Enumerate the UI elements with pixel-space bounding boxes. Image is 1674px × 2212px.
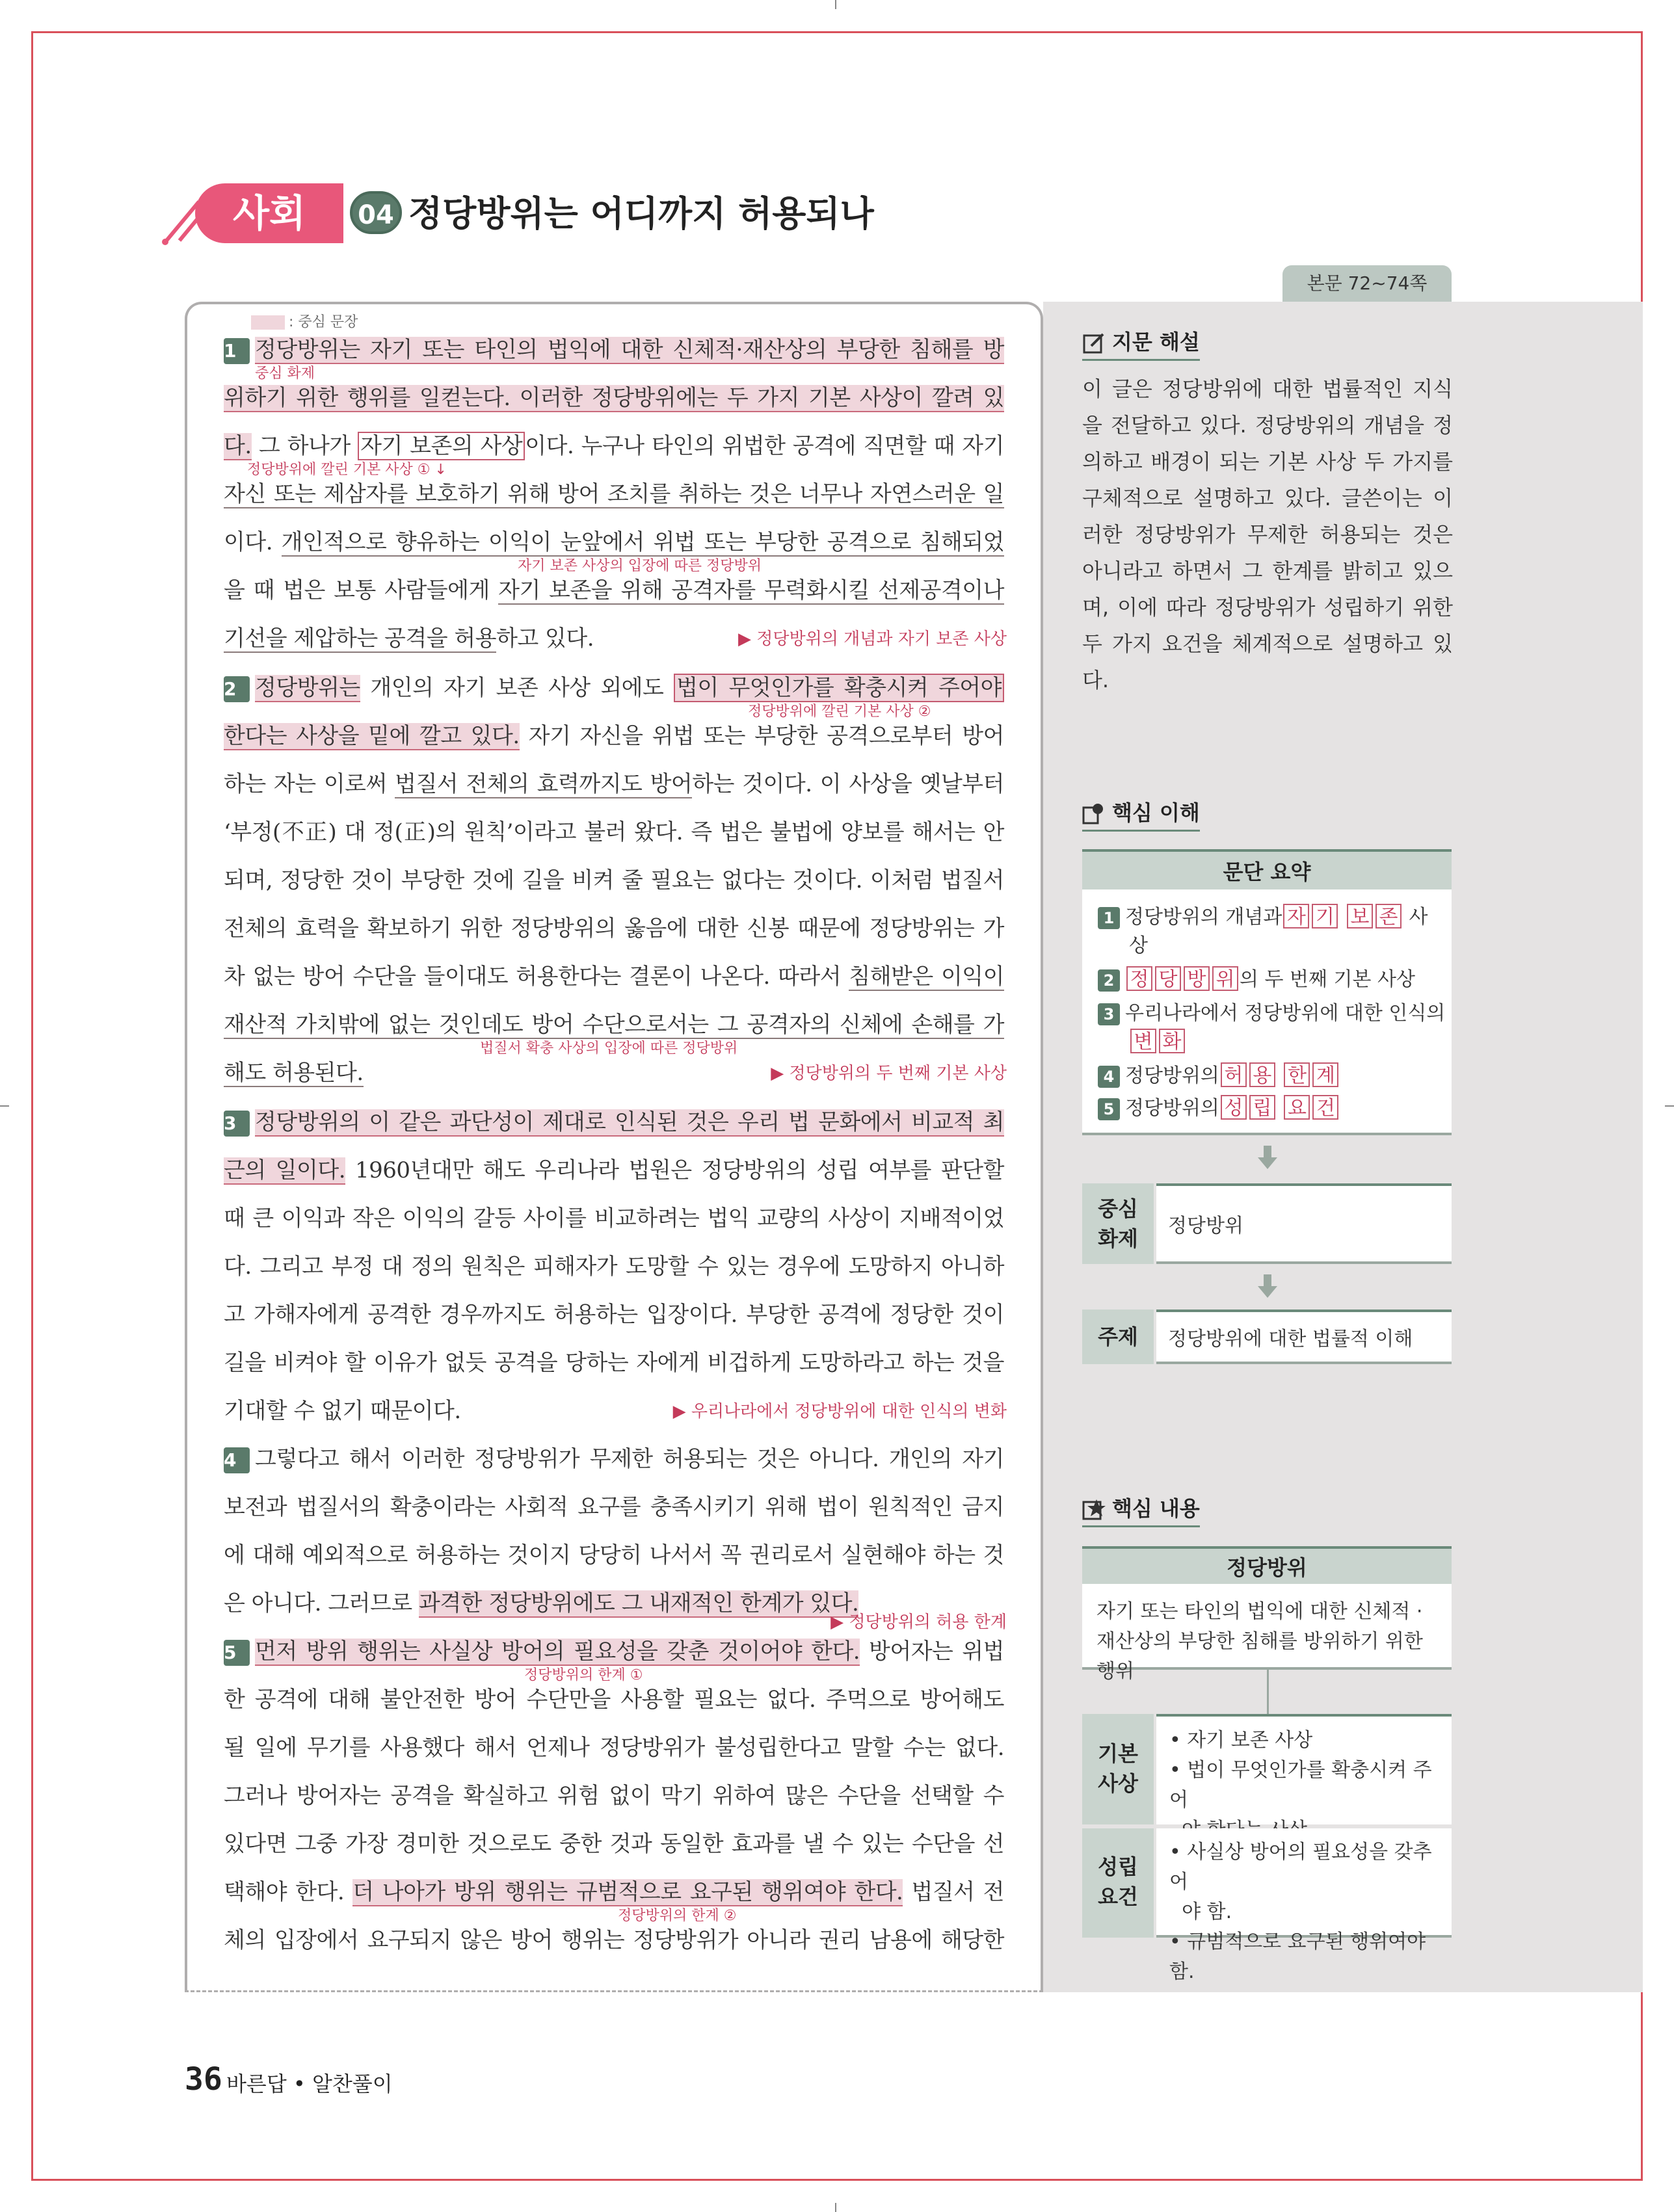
annotation-self-preservation: 자기 보존 사상의 입장에 따른 정당방위 [518,558,762,574]
annotation-legal-order: 법질서 확충 사상의 입장에 따른 정당방위 [480,1040,738,1057]
summary-row-1-cont: 상 [1129,934,1148,957]
book-title: 바른답 • 알찬풀이 [226,2072,393,2096]
summary-row-3-cont: 변 화 [1129,1029,1186,1056]
paragraph-summary: ▶ 정당방위의 허용 한계 [830,1613,1007,1632]
annotation-limit-2: 정당방위의 한계 ② [618,1908,737,1924]
passage-line: 택해야 한다. 더 나아가 방위 행위는 규범적으로 요구된 행위여야 한다. 법질서 전 [224,1879,1004,1905]
passage-line: 때 큰 이익과 작은 이익의 갈등 사이를 비교하려는 법익 교량의 사상이 지배적이었 [224,1205,1004,1231]
passage-line: 체의 입장에서 요구되지 않은 방어 행위는 정당방위가 아니라 권리 남용에 해당한 [224,1927,1004,1953]
star-icon [1082,1498,1106,1521]
paragraph-number: 1 [224,338,250,364]
legend-swatch [251,315,285,330]
passage-line: ‘부정(不正) 대 정(正)의 원칙’이라고 불러 왔다. 즉 법은 불법에 양보를 해서는 안 [224,819,1004,845]
crop-mark [835,0,836,9]
passage-line: 기대할 수 없기 때문이다. [224,1398,461,1424]
passage-line: 2 정당방위는 개인의 자기 보존 사상 외에도 법이 무엇인가를 확충시켜 주어야 [224,670,1004,706]
key-sentence: 정당방위는 자기 또는 타인의 법익에 대한 신체적·재산상의 부당한 침해를 방 [255,337,1004,363]
theme-value: 정당방위에 대한 법률적 이해 [1156,1310,1452,1364]
subject-badge: 사회 [195,183,343,243]
unit-number-badge: 04 [350,191,402,234]
content-table-header: 정당방위 [1082,1546,1452,1587]
section-heading-understand: 핵심 이해 [1082,798,1200,832]
basic-idea-list [1156,1714,1452,1824]
passage-line: 을 때 법은 보통 사람들에게 자기 보존을 위해 공격자를 무력화시킬 선제공격이나 [224,577,1004,603]
crop-mark [0,1105,9,1107]
connector-line [1267,1670,1269,1714]
passage-line: 3 정당방위의 이 같은 과단성이 제대로 인식된 것은 우리 법 문화에서 비교적 최 [224,1109,1004,1135]
passage-line: 전체의 효력을 확보하기 위한 정당방위의 옳음에 대한 신봉 때문에 정당방위는 가 [224,915,1004,941]
passage-line: 고 가해자에게 공격한 경우까지도 허용하는 입장이다. 부당한 공격에 정당한 것이 [224,1302,1004,1328]
list-item: • 자기 보존 사상 [1169,1729,1313,1752]
annotation-limit-1: 정당방위의 한계 ① [524,1667,643,1683]
definition-text: 자기 또는 타인의 법익에 대한 신체적 · 재산상의 부당한 침해를 방위하기 위한 행위 [1082,1584,1452,1670]
summary-table [1082,889,1452,1135]
topic-value: 정당방위 [1156,1183,1452,1264]
topic-label: 중심 화제 [1082,1183,1154,1264]
paragraph-summary: ▶ 우리나라에서 정당방위에 대한 인식의 변화 [672,1402,1007,1421]
basic-idea-label: 기본 사상 [1082,1714,1154,1824]
list-item: • 규범적으로 요구된 행위여야 함. [1169,1930,1426,1983]
passage-line: 보전과 법질서의 확충이라는 사회적 요구를 충족시키기 위해 법이 원칙적인 금지 [224,1494,1004,1520]
paragraph-number: 3 [224,1111,250,1137]
passage-line [224,380,1004,416]
highlight-legend: : 중심 문장 [251,311,358,331]
list-item: • 사실상 방어의 필요성을 갖추어 [1169,1841,1432,1893]
passage-line: 길을 비켜야 할 이유가 없듯 공격을 당하는 자에게 비겁하게 도망하라고 하는 것을 [224,1350,1004,1376]
passage-line: 될 일에 무기를 사용했다 해서 언제나 정당방위가 불성립한다고 말할 수는 없다. [224,1735,1004,1761]
passage-line: 한다는 사상을 밑에 깔고 있다. 자기 자신을 위법 또는 부당한 공격으로부터 방어 [224,723,1004,749]
passage-line: 되며, 정당한 것이 부당한 것에 길을 비켜 줄 필요는 없다는 것이다. 이처럼 법질서 [224,867,1004,893]
lightbulb-icon [1082,802,1106,826]
passage-line: 5 먼저 방위 행위는 사실상 방어의 필요성을 갖춘 것이어야 한다. 방어자는 위법 [224,1639,1004,1665]
passage-line: 이다. 개인적으로 향유하는 이익이 눈앞에서 위법 또는 부당한 공격으로 침해되었 [224,529,1004,555]
key-sentence: 위하기 위한 행위를 일컫는다. 이러한 정당방위에는 두 가지 기본 사상이 깔려 있 [224,385,1004,411]
summary-row-4: 4 정당방위의 허 용 한 계 [1098,1062,1340,1090]
list-item: 야 함. [1169,1901,1232,1923]
passage-line: 기선을 제압하는 공격을 허용하고 있다. [224,625,594,652]
passage-line: 근의 일이다. 1960년대만 해도 우리나라 법원은 정당방위의 성립 여부를 판단할 [224,1157,1004,1183]
explanation-text: 이 글은 정당방위에 대한 법률적인 지식을 전달하고 있다. 정당방위의 개념을 정의하고 배경이 되는 기본 사상 두 가지를 구체적으로 설명하고 있다. 글쓴이는 이러한 정당방위가 무제한 허용되는 것은 아니라고 하면서 그 한계를 밝히고 있으며, 이에 따라 정당방위가 성립하기 위한 두 가지 요건을 체계적으로 설명하고 있다. [1082,376,1453,692]
section-heading-explain: 지문 해설 [1082,328,1200,361]
page-reference-tab: 본문 72~74쪽 [1282,265,1452,302]
section-heading-content: 핵심 내용 [1082,1494,1200,1527]
theme-label: 주제 [1082,1310,1154,1364]
summary-row-3: 3 우리나라에서 정당방위에 대한 인식의 [1098,1000,1445,1027]
page-number: 36 [185,2061,222,2098]
passage-line: 에 대해 예외적으로 허용하는 것이지 당당히 나서서 꼭 권리로서 실현해야 하는 것 [224,1542,1004,1568]
down-arrow-icon [1258,1146,1277,1169]
paragraph-number: 2 [224,676,250,702]
passage-line: 자신 또는 제삼자를 보호하기 위해 방어 조치를 취하는 것은 너무나 자연스러운 일 [224,481,1004,507]
passage-line: 하는 자는 이로써 법질서 전체의 효력까지도 방어하는 것이다. 이 사상을 옛날부터 [224,771,1004,797]
summary-row-1: 1 정당방위의 개념과 자 기 보 존 사 [1098,904,1428,931]
down-arrow-icon [1258,1274,1277,1298]
annotation-idea-1: 정당방위에 깔린 기본 사상 ① ↓ [247,462,447,478]
passage-line: 해도 허용된다. [224,1060,364,1086]
passage-line: 한 공격에 대해 불안전한 방어 수단만을 사용할 필요는 없다. 주먹으로 방어해도 [224,1687,1004,1713]
passage-line: 그러나 방어자는 공격을 확실하고 위험 없이 막기 위하여 많은 수단을 선택할 수 [224,1783,1004,1809]
annotation-idea-2: 정당방위에 깔린 기본 사상 ② [748,704,931,720]
requirement-list [1156,1828,1452,1983]
annotation-topic: 중심 화제 [255,365,315,382]
summary-row-2: 2 정 당 방 위 의 두 번째 기본 사상 [1098,966,1415,994]
crop-mark [835,2203,836,2212]
passage-line: 은 아니다. 그러므로 과격한 정당방위에도 그 내재적인 한계가 있다. [224,1590,859,1616]
passage-line: 다. 그 하나가 자기 보존의 사상 이다. 누구나 타인의 위법한 공격에 직면할 때 자기 [224,433,1004,459]
passage-line: 다. 그리고 부정 대 정의 원칙은 피해자가 도망할 수 있는 경우에 도망하지 아니하 [224,1254,1004,1280]
list-item: • 법이 무엇인가를 확충시켜 주어 [1169,1759,1432,1811]
summary-table-header: 문단 요약 [1082,849,1452,892]
passage-line: 재산적 가치밖에 없는 것인데도 방어 수단으로서는 그 공격자의 신체에 손해를 가 [224,1012,1004,1038]
paragraph-summary: ▶ 정당방위의 개념과 자기 보존 사상 [738,629,1007,649]
requirement-label: 성립 요건 [1082,1828,1154,1938]
passage-line: 있다면 그중 가장 경미한 것으로도 중한 것과 동일한 효과를 낼 수 있는 수단을 선 [224,1831,1004,1857]
passage-line: 4 그렇다고 해서 이러한 정당방위가 무제한 허용되는 것은 아니다. 개인의 자기 [224,1446,1004,1472]
page-title: 정당방위는 어디까지 허용되나 [408,192,874,234]
paragraph-number: 4 [224,1447,250,1473]
crop-mark [1665,1105,1674,1107]
boxed-keyword: 자기 보존의 사상 [358,432,525,460]
pencil-icon [1082,332,1106,355]
passage-line [224,332,1004,368]
paragraph-number: 5 [224,1640,250,1666]
summary-row-5: 5 정당방위의 성 립 요 건 [1098,1095,1340,1122]
passage-line: 차 없는 방어 수단을 들이대도 허용한다는 결론이 나온다. 따라서 침해받은 이익이 [224,964,1004,990]
paragraph-summary: ▶ 정당방위의 두 번째 기본 사상 [771,1064,1007,1083]
